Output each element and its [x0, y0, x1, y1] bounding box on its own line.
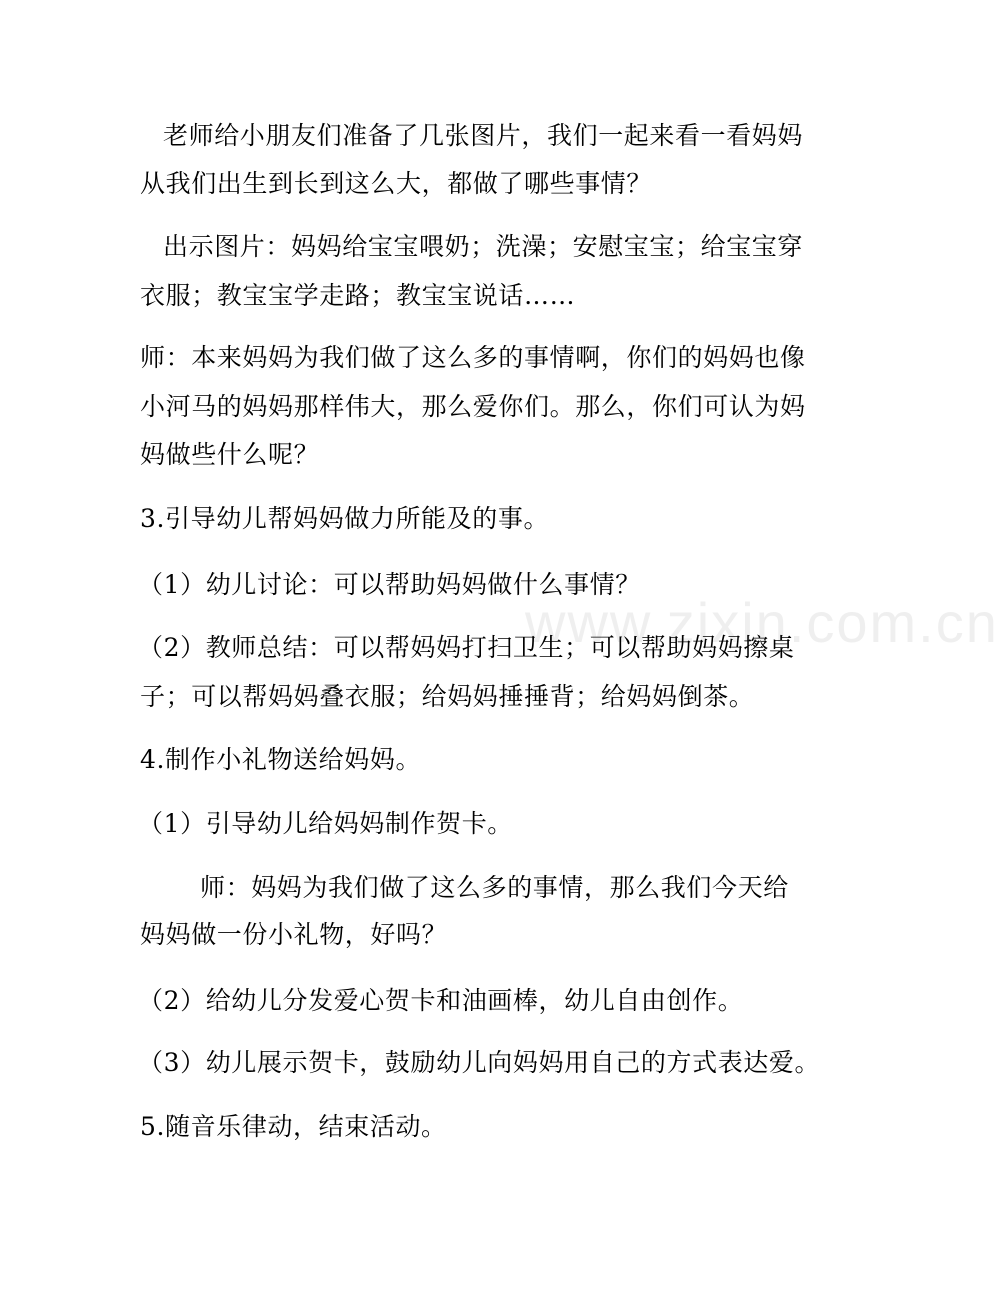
paragraph-line: 衣服；教宝宝学走路；教宝宝说话…… [140, 281, 576, 310]
section-heading: 4.制作小礼物送给妈妈。 [140, 745, 422, 774]
paragraph-line: 妈妈做一份小礼物，好吗？ [140, 920, 448, 949]
paragraph-line: 师：妈妈为我们做了这么多的事情，那么我们今天给 [200, 873, 789, 902]
list-item: （1）引导幼儿给妈妈制作贺卡。 [138, 809, 513, 838]
section-heading: 5.随音乐律动，结束活动。 [140, 1112, 447, 1141]
watermark: www.zixin.com.cn [525, 591, 999, 654]
paragraph-line: 师：本来妈妈为我们做了这么多的事情啊，你们的妈妈也像 [140, 343, 806, 372]
list-item: （2）给幼儿分发爱心贺卡和油画棒，幼儿自由创作。 [138, 986, 744, 1015]
list-item: （2）教师总结：可以帮妈妈打扫卫生；可以帮助妈妈擦桌 [138, 633, 795, 662]
paragraph-line: 子；可以帮妈妈叠衣服；给妈妈捶捶背；给妈妈倒茶。 [140, 682, 755, 711]
section-heading: 3.引导幼儿帮妈妈做力所能及的事。 [140, 504, 550, 533]
paragraph-line: 小河马的妈妈那样伟大，那么爱你们。那么，你们可认为妈 [140, 392, 806, 421]
paragraph-line: 出示图片：妈妈给宝宝喂奶；洗澡；安慰宝宝；给宝宝穿 [163, 232, 804, 261]
paragraph-line: 从我们出生到长到这么大，都做了哪些事情？ [140, 169, 653, 198]
paragraph-line: 老师给小朋友们准备了几张图片，我们一起来看一看妈妈 [163, 121, 804, 150]
paragraph-line: 妈做些什么呢？ [140, 440, 320, 469]
list-item: （3）幼儿展示贺卡，鼓励幼儿向妈妈用自己的方式表达爱。 [138, 1048, 821, 1077]
list-item: （1）幼儿讨论：可以帮助妈妈做什么事情？ [138, 570, 641, 599]
